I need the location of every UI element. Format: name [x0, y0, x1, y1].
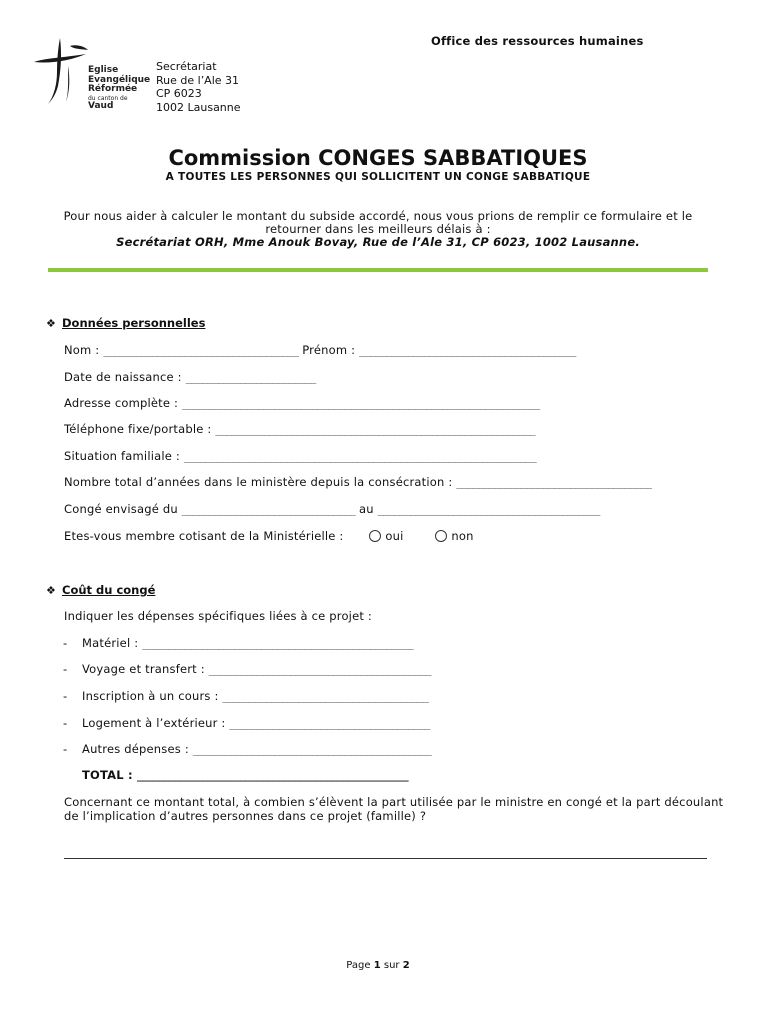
question-line: de l’implication d’autres personnes dans ce projet (famille) ?	[64, 809, 427, 823]
cost-question	[64, 795, 723, 823]
page-word: Page	[346, 960, 371, 971]
page-footer	[0, 960, 756, 971]
radio-oui-group[interactable]	[369, 529, 403, 543]
of-word: sur	[383, 960, 400, 971]
field-autres	[63, 742, 431, 756]
situation-input[interactable]: _________________________________________________________________	[183, 452, 537, 463]
field-annees	[64, 475, 651, 489]
label-inscription: Inscription à un cours :	[82, 689, 223, 703]
field-conge	[64, 502, 600, 516]
field-inscription	[63, 689, 428, 703]
intro-line: Pour nous aider à calculer le montant du subside accordé, nous vous prions de remplir ce formulaire et le	[63, 209, 693, 223]
logement-input[interactable]: _____________________________________	[229, 719, 430, 730]
address-line: 1002 Lausanne	[156, 100, 241, 114]
office-name: Office des ressources humaines	[431, 34, 644, 48]
voyage-input[interactable]: _________________________________________	[208, 665, 431, 676]
document-title: Commission CONGES SABBATIQUES	[168, 146, 588, 170]
field-adresse	[64, 396, 540, 410]
cost-intro: Indiquer les dépenses spécifiques liées à ce projet :	[64, 609, 372, 623]
page-total: 2	[402, 960, 410, 971]
label-autres: Autres dépenses :	[82, 742, 193, 756]
label-logement: Logement à l’extérieur :	[82, 716, 230, 730]
radio-non-label: non	[451, 529, 474, 543]
total-input[interactable]: __________________________________________________	[137, 771, 409, 782]
adresse-input[interactable]: __________________________________________________________________	[181, 399, 540, 410]
section-title: Coût du congé	[62, 583, 156, 597]
logo-small: du canton de	[88, 94, 128, 102]
question-line: Concernant ce montant total, à combien s’élèvent la part utilisée par le ministre en congé et la part découlant	[64, 795, 724, 809]
address-line: Rue de l’Ale 31	[156, 73, 240, 87]
label-conge-au: au	[355, 502, 378, 516]
radio-non-group[interactable]	[435, 529, 473, 543]
divider	[48, 268, 708, 272]
autres-input[interactable]: ____________________________________________	[192, 745, 432, 756]
telephone-input[interactable]: ___________________________________________________________	[215, 425, 536, 436]
cross-logo-icon	[30, 36, 90, 106]
conge-au-input[interactable]: _________________________________________	[377, 505, 600, 516]
field-logement	[63, 716, 430, 730]
logo-line: Eglise	[88, 65, 119, 75]
label-telephone: Téléphone fixe/portable :	[64, 422, 216, 436]
label-membre: Etes-vous membre cotisant de la Ministérielle :	[64, 529, 344, 543]
section-title: Données personnelles	[62, 316, 206, 330]
label-conge-du: Congé envisagé du	[64, 502, 182, 516]
intro-paragraph	[60, 210, 696, 249]
field-naissance	[64, 370, 316, 384]
diamond-bullet-icon: ❖	[46, 317, 56, 330]
naissance-input[interactable]: ________________________	[185, 373, 316, 384]
return-address: Secrétariat ORH, Mme Anouk Bovay, Rue de l’Ale 31, CP 6023, 1002 Lausanne.	[116, 235, 640, 249]
logo-text	[88, 66, 150, 111]
field-situation	[64, 449, 536, 463]
materiel-input[interactable]: __________________________________________________	[142, 639, 414, 650]
field-nom-prenom	[64, 343, 576, 357]
nom-input[interactable]: ____________________________________	[103, 346, 299, 357]
label-annees: Nombre total d’années dans le ministère depuis la consécration :	[64, 475, 457, 489]
field-voyage	[63, 662, 431, 676]
label-nom: Nom :	[64, 343, 104, 357]
label-situation: Situation familiale :	[64, 449, 184, 463]
dash-bullet: -	[63, 689, 68, 703]
label-naissance: Date de naissance :	[64, 370, 186, 384]
label-total: TOTAL :	[82, 768, 138, 782]
radio-oui-label: oui	[385, 529, 404, 543]
section-personal-heading	[46, 316, 205, 330]
label-materiel: Matériel :	[82, 636, 143, 650]
dash-bullet: -	[63, 716, 68, 730]
dash-bullet: -	[63, 636, 68, 650]
logo-line: Evangélique	[88, 74, 151, 85]
inscription-input[interactable]: ______________________________________	[222, 692, 429, 703]
dash-bullet: -	[63, 742, 68, 756]
prenom-input[interactable]: ________________________________________	[359, 346, 576, 357]
conge-du-input[interactable]: ________________________________	[181, 505, 356, 516]
dash-bullet: -	[63, 662, 68, 676]
page-number: 1	[373, 960, 381, 971]
address-line: CP 6023	[156, 87, 202, 100]
annees-input[interactable]: ____________________________________	[456, 478, 652, 489]
secretariat-address	[156, 60, 241, 114]
intro-line: retourner dans les meilleurs délais à :	[265, 222, 491, 236]
section-cost-heading	[46, 583, 155, 597]
label-voyage: Voyage et transfert :	[82, 662, 209, 676]
label-prenom: Prénom :	[298, 343, 360, 357]
diamond-bullet-icon: ❖	[46, 584, 56, 597]
field-membre	[64, 529, 474, 543]
document-subtitle: A TOUTES LES PERSONNES QUI SOLLICITENT UN CONGE SABBATIQUE	[165, 171, 591, 183]
field-telephone	[64, 422, 535, 436]
field-total	[82, 768, 408, 782]
field-materiel	[63, 636, 413, 650]
church-logo	[30, 36, 150, 116]
logo-region: Vaud	[88, 100, 114, 111]
radio-non[interactable]	[435, 530, 447, 542]
label-adresse: Adresse complète :	[64, 396, 182, 410]
address-line: Secrétariat	[156, 60, 217, 73]
radio-oui[interactable]	[369, 530, 381, 542]
logo-line: Réformée	[88, 84, 138, 94]
answer-input-line[interactable]	[64, 858, 707, 859]
